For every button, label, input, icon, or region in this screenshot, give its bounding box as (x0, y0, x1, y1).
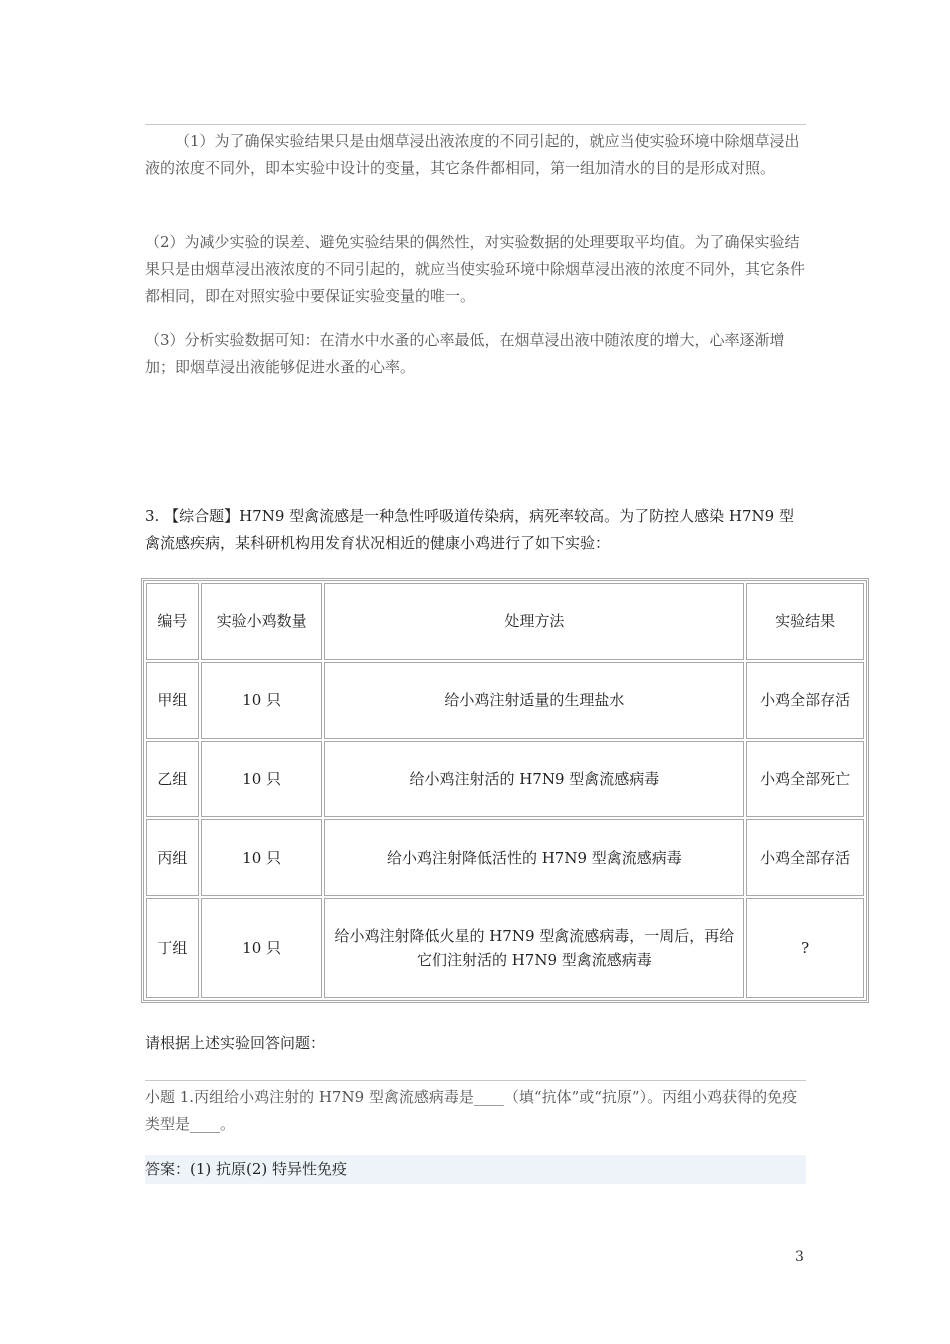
table-cell: 乙组 (146, 741, 199, 818)
table-cell: ? (746, 898, 864, 998)
table-cell: 10 只 (201, 741, 323, 818)
table-cell: 给小鸡注射适量的生理盐水 (324, 662, 744, 739)
explanation-paragraph-1: （1）为了确保实验结果只是由烟草浸出液浓度的不同引起的，就应当使实验环境中除烟草浸出液的浓度不同外，即本实验中设计的变量，其它条件都相同，第一组加清水的目的是形成对照。 (145, 132, 800, 177)
explanation-paragraph-3: （3）分析实验数据可知：在清水中水蚤的心率最低，在烟草浸出液中随浓度的增大，心率逐渐增加；即烟草浸出液能够促进水蚤的心率。 (145, 331, 785, 376)
table-row (146, 741, 864, 818)
answer-box (145, 1155, 806, 1184)
table-cell: 给小鸡注射降低火星的 H7N9 型禽流感病毒，一周后，再给它们注射活的 H7N9 型禽流感病毒 (324, 898, 744, 998)
table-row (146, 898, 864, 998)
table-row (146, 662, 864, 739)
table-cell: 给小鸡注射活的 H7N9 型禽流感病毒 (324, 741, 744, 818)
sub-question-1: 小题 1.丙组给小鸡注射的 H7N9 型禽流感病毒是____（填“抗体”或“抗原”）。丙组小鸡获得的免疫类型是____。 (145, 1088, 798, 1133)
table-cell: 丙组 (146, 819, 199, 896)
experiment-table (141, 578, 869, 1003)
table-cell: 小鸡全部存活 (746, 662, 864, 739)
table-cell: 给小鸡注射降低活性的 H7N9 型禽流感病毒 (324, 819, 744, 896)
header-cell: 实验小鸡数量 (201, 583, 323, 660)
question-intro: 3. 【综合题】H7N9 型禽流感是一种急性呼吸道传染病，病死率较高。为了防控人感染 H7N9 型禽流感疾病，某科研机构用发育状况相近的健康小鸡进行了如下实验： (145, 507, 794, 552)
table-cell: 10 只 (201, 662, 323, 739)
table-cell: 10 只 (201, 819, 323, 896)
header-cell: 实验结果 (746, 583, 864, 660)
top-divider (145, 124, 806, 125)
explanation-paragraph-2: （2）为减少实验的误差、避免实验结果的偶然性，对实验数据的处理要取平均值。为了确保实验结果只是由烟草浸出液浓度的不同引起的，就应当使实验环境中除烟草浸出液的浓度不同外，其它条件都相同，即在对照实验中要保证实验变量的唯一。 (145, 233, 806, 305)
header-cell: 编号 (146, 583, 199, 660)
header-cell: 处理方法 (324, 583, 744, 660)
table-cell: 小鸡全部死亡 (746, 741, 864, 818)
table-header-row (146, 583, 864, 660)
answer-text: 答案：(1) 抗原(2) 特异性免疫 (145, 1160, 348, 1178)
table-cell: 小鸡全部存活 (746, 819, 864, 896)
table-cell: 10 只 (201, 898, 323, 998)
page-number: 3 (795, 1249, 804, 1265)
question-prompt: 请根据上述实验回答问题： (145, 1034, 326, 1052)
table-row (146, 819, 864, 896)
sub-question-divider (145, 1080, 806, 1081)
table-cell: 丁组 (146, 898, 199, 998)
table-cell: 甲组 (146, 662, 199, 739)
